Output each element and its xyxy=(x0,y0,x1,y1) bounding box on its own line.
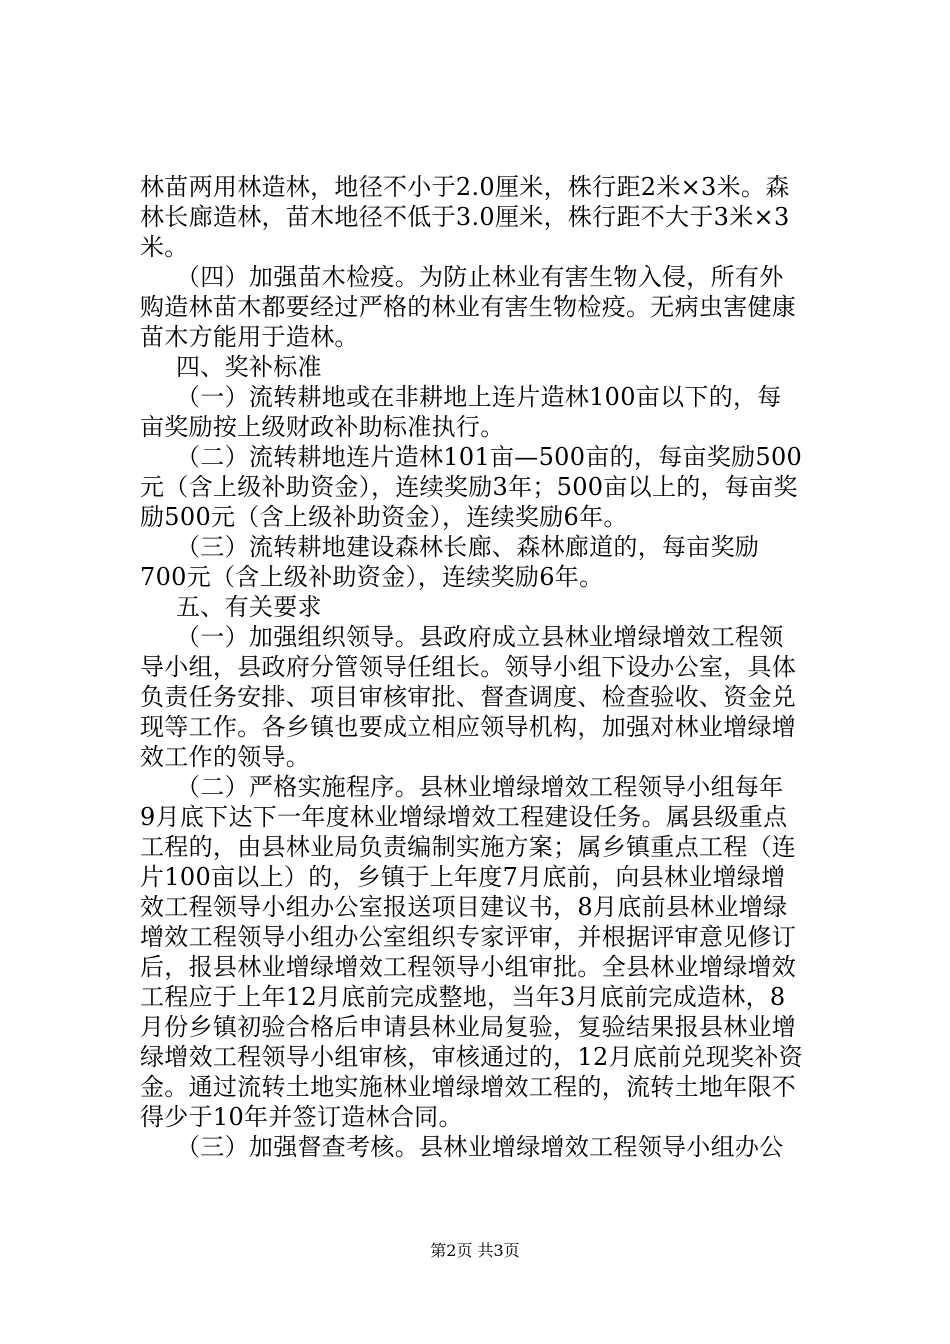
text-line: 购造林苗木都要经过严格的林业有害生物检疫。无病虫害健康 xyxy=(140,293,797,321)
text-line: 工程的，由县林业局负责编制实施方案；属乡镇重点工程（连 xyxy=(140,833,797,861)
text-line: 后，报县林业增绿增效工程领导小组审批。全县林业增绿增效 xyxy=(140,953,797,981)
text-line: 700元（含上级补助资金），连续奖励6年。 xyxy=(140,563,604,591)
paragraph-start-line: （四）加强苗木检疫。为防止林业有害生物入侵，所有外 xyxy=(176,263,784,291)
paragraph-start-line: （一）加强组织领导。县政府成立县林业增绿增效工程领 xyxy=(176,623,784,651)
page-footer: 第2页 共3页 xyxy=(430,1241,520,1260)
section-heading: 五、有关要求 xyxy=(176,593,322,621)
text-line: 励500元（含上级补助资金），连续奖励6年。 xyxy=(140,503,628,531)
text-line: 增效工程领导小组办公室组织专家评审，并根据评审意见修订 xyxy=(140,923,797,951)
text-line: 9月底下达下一年度林业增绿增效工程建设任务。属县级重点 xyxy=(140,803,788,831)
text-line: 负责任务安排、项目审核审批、督查调度、检查验收、资金兑 xyxy=(140,683,797,711)
text-line: 林苗两用林造林，地径不小于2.0厘米，株行距2米×3米。森 xyxy=(140,173,790,201)
text-line: 米。 xyxy=(140,233,189,261)
text-line: 元（含上级补助资金），连续奖励3年；500亩以上的，每亩奖 xyxy=(140,473,798,501)
text-line: 效工程领导小组办公室报送项目建议书，8月底前县林业增绿 xyxy=(140,893,788,921)
text-line: 月份乡镇初验合格后申请县林业局复验，复验结果报县林业增 xyxy=(140,1013,797,1041)
paragraph-start-line: （二）严格实施程序。县林业增绿增效工程领导小组每年 xyxy=(176,773,784,801)
text-line: 金。通过流转土地实施林业增绿增效工程的，流转土地年限不 xyxy=(140,1073,797,1101)
document-body xyxy=(140,172,830,1162)
text-line: 亩奖励按上级财政补助标准执行。 xyxy=(140,413,505,441)
text-line: 导小组，县政府分管领导任组长。领导小组下设办公室，具体 xyxy=(140,653,797,681)
text-line: 林长廊造林，苗木地径不低于3.0厘米，株行距不大于3米×3 xyxy=(140,203,790,231)
text-line: 得少于10年并签订造林合同。 xyxy=(140,1103,463,1131)
section-heading: 四、奖补标准 xyxy=(176,353,322,381)
paragraph-start-line: （一）流转耕地或在非耕地上连片造林100亩以下的，每 xyxy=(176,383,782,411)
text-line: 工程应于上年12月底前完成整地，当年3月底前完成造林，8 xyxy=(140,983,786,1011)
text-line: 片100亩以上）的，乡镇于上年度7月底前，向县林业增绿增 xyxy=(140,863,786,891)
text-line: 绿增效工程领导小组审核，审核通过的，12月底前兑现奖补资 xyxy=(140,1043,803,1071)
text-line: 效工作的领导。 xyxy=(140,743,311,771)
paragraph-start-line: （三）流转耕地建设森林长廊、森林廊道的，每亩奖励 xyxy=(176,533,760,561)
text-line: 现等工作。各乡镇也要成立相应领导机构，加强对林业增绿增 xyxy=(140,713,797,741)
paragraph-start-line: （三）加强督查考核。县林业增绿增效工程领导小组办公 xyxy=(176,1133,784,1161)
text-line: 苗木方能用于造林。 xyxy=(140,323,359,351)
paragraph-start-line: （二）流转耕地连片造林101亩—500亩的，每亩奖励500 xyxy=(176,443,803,471)
